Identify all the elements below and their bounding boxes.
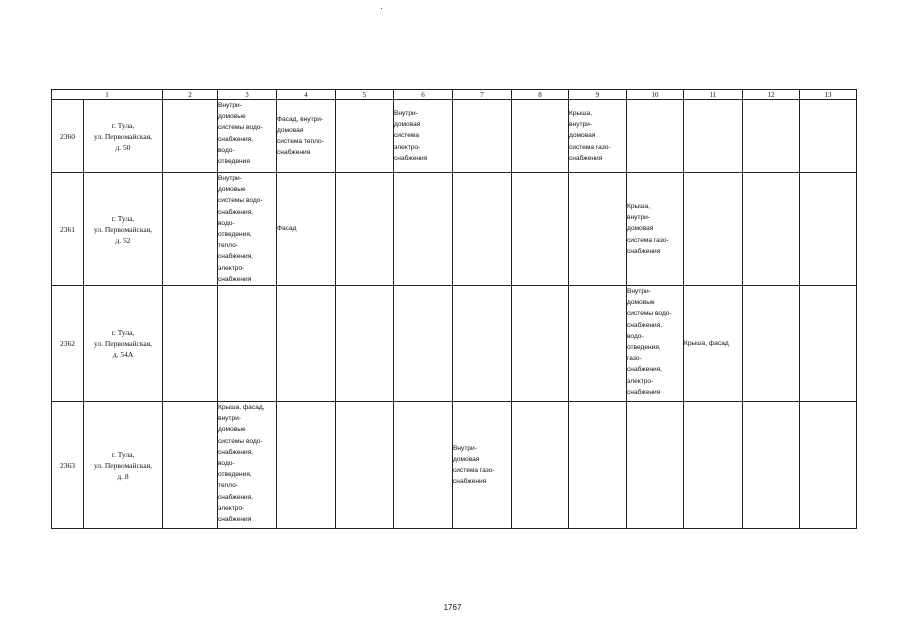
address-cell — [84, 402, 163, 529]
cell-col-10 — [627, 173, 684, 286]
cell-col-10 — [627, 100, 684, 173]
cell-col-8 — [512, 173, 569, 286]
address-text: г. Тула, ул. Первомайская, д. 54А — [93, 328, 153, 360]
row-number: 2363 — [52, 402, 84, 529]
cell-col-6 — [394, 402, 453, 529]
cell-col-4 — [277, 402, 336, 529]
cell-text: Внутри- домовые системы водо- снабжения, водо- отведения, газо- снабжения, электро- снабжения — [627, 288, 672, 396]
cell-col-3 — [218, 100, 277, 173]
cell-text: Фасад — [277, 225, 297, 233]
column-number-row — [52, 90, 857, 100]
cell-text: Внутри- домовая система электро- снабжения — [394, 109, 428, 162]
cell-col-13 — [800, 100, 857, 173]
table-row — [52, 402, 857, 529]
cell-text: Крыша, внутри- домовая система газо- снабжения — [627, 203, 669, 255]
cell-col-10 — [627, 402, 684, 529]
column-header: 2 — [163, 90, 218, 100]
row-number: 2361 — [52, 173, 84, 286]
cell-col-12 — [743, 100, 800, 173]
cell-col-11 — [684, 173, 743, 286]
column-header: 12 — [743, 90, 800, 100]
cell-text: Крыша, фасад — [684, 339, 729, 347]
cell-col-11 — [684, 286, 743, 402]
address-text: г. Тула, ул. Первомайская, д. 52 — [93, 213, 153, 245]
page-number: 1767 — [443, 603, 462, 612]
column-header: 4 — [277, 90, 336, 100]
cell-text: Внутри- домовая система газо- снабжения — [453, 444, 495, 486]
cell-col-2 — [163, 286, 218, 402]
cell-col-5 — [336, 402, 394, 529]
cell-col-8 — [512, 286, 569, 402]
cell-col-9 — [569, 286, 627, 402]
cell-col-2 — [163, 100, 218, 173]
cell-col-10 — [627, 286, 684, 402]
address-cell — [84, 100, 163, 173]
scan-speck — [381, 8, 382, 9]
column-header: 8 — [512, 90, 569, 100]
table-row — [52, 286, 857, 402]
cell-col-2 — [163, 173, 218, 286]
cell-col-7 — [453, 402, 512, 529]
cell-col-6 — [394, 286, 453, 402]
address-text: г. Тула, ул. Первомайская, д. 8 — [93, 449, 153, 481]
cell-col-9 — [569, 173, 627, 286]
cell-col-9 — [569, 100, 627, 173]
cell-col-5 — [336, 173, 394, 286]
column-header: 1 — [52, 90, 163, 100]
cell-col-3 — [218, 286, 277, 402]
row-number: 2360 — [52, 100, 84, 173]
cell-col-12 — [743, 402, 800, 529]
column-header: 13 — [800, 90, 857, 100]
column-header: 7 — [453, 90, 512, 100]
cell-col-12 — [743, 286, 800, 402]
cell-col-13 — [800, 286, 857, 402]
cell-col-6 — [394, 173, 453, 286]
cell-col-4 — [277, 286, 336, 402]
cell-col-4 — [277, 173, 336, 286]
cell-col-7 — [453, 173, 512, 286]
cell-col-5 — [336, 286, 394, 402]
cell-col-4 — [277, 100, 336, 173]
address-text: г. Тула, ул. Первомайская, д. 50 — [93, 120, 153, 152]
cell-col-7 — [453, 286, 512, 402]
column-header: 9 — [569, 90, 627, 100]
column-header: 3 — [218, 90, 277, 100]
cell-col-3 — [218, 173, 277, 286]
cell-text: Крыша, внутри- домовая система газо- снабжения — [569, 109, 611, 162]
cell-col-8 — [512, 402, 569, 529]
table-row — [52, 100, 857, 173]
table-row — [52, 173, 857, 286]
cell-col-6 — [394, 100, 453, 173]
column-header: 11 — [684, 90, 743, 100]
cell-col-2 — [163, 402, 218, 529]
cell-col-11 — [684, 402, 743, 529]
address-cell — [84, 173, 163, 286]
cell-col-5 — [336, 100, 394, 173]
address-cell — [84, 286, 163, 402]
cell-col-9 — [569, 402, 627, 529]
cell-col-12 — [743, 173, 800, 286]
cell-col-13 — [800, 402, 857, 529]
row-number: 2362 — [52, 286, 84, 402]
cell-col-3 — [218, 402, 277, 529]
column-header: 10 — [627, 90, 684, 100]
cell-text: Внутри- домовые системы водо- снабжения, водо- отведения — [218, 102, 263, 166]
cell-col-13 — [800, 173, 857, 286]
cell-text: Внутри- домовые системы водо- снабжения, водо- отведения, тепло- снабжения, электро- снабжения — [218, 175, 263, 283]
column-header: 6 — [394, 90, 453, 100]
cell-text: Фасад, внутри- домовая система тепло- снабжения — [277, 115, 324, 157]
cell-text: Крыша, фасад, внутри- домовые системы водо- снабжения, водо- отведения, тепло- снабжения, электро- снабжения — [218, 404, 265, 524]
column-header: 5 — [336, 90, 394, 100]
repair-schedule-table — [51, 89, 857, 529]
cell-col-8 — [512, 100, 569, 173]
cell-col-11 — [684, 100, 743, 173]
cell-col-7 — [453, 100, 512, 173]
